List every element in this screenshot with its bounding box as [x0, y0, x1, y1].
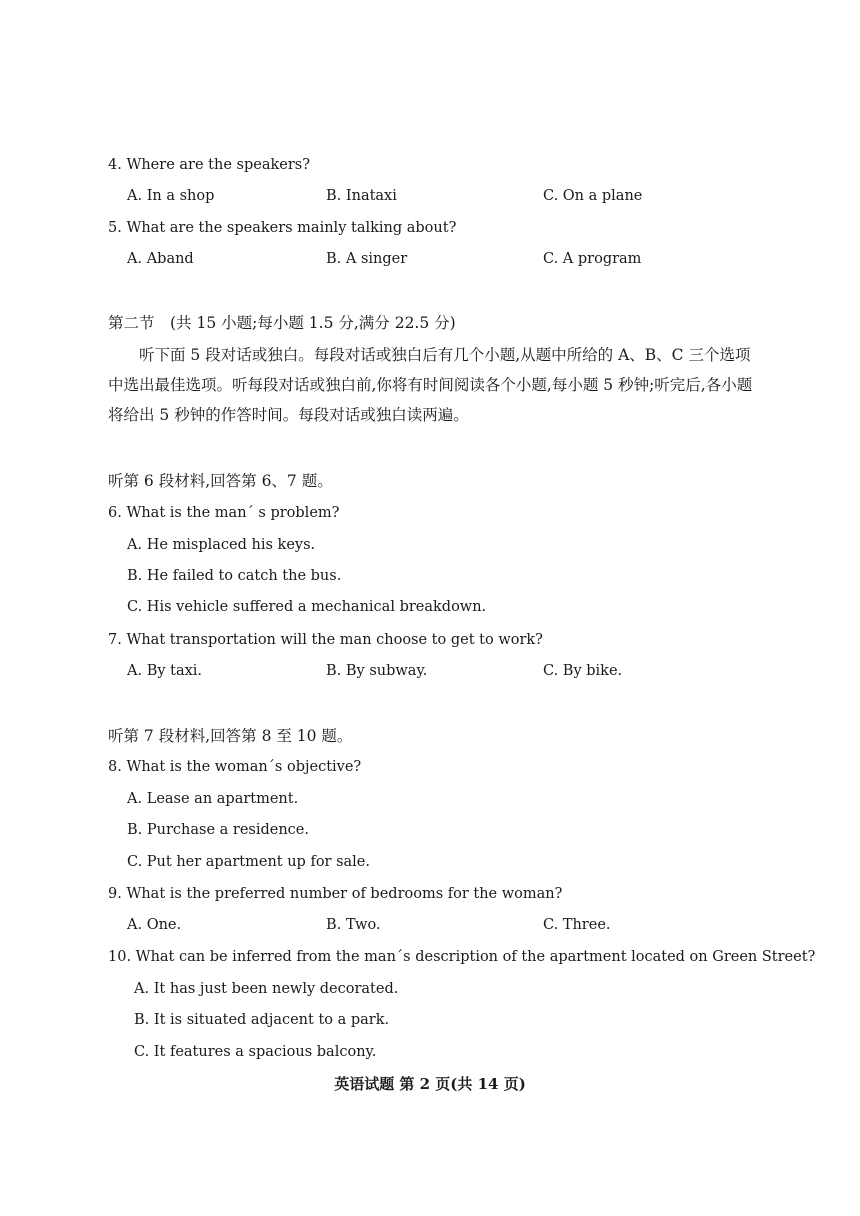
question-10-option-a: A. It has just been newly decorated. [134, 981, 399, 997]
question-5-option-a: A. Aband [127, 251, 194, 267]
question-6-option-a: A. He misplaced his keys. [127, 537, 316, 553]
question-9-option-b: B. Two. [326, 917, 381, 933]
question-7-option-c: C. By bike. [543, 663, 623, 679]
question-10-option-b: B. It is situated adjacent to a park. [134, 1012, 390, 1028]
question-4-option-a: A. In a shop [127, 188, 215, 204]
question-9-option-c: C. Three. [543, 917, 611, 933]
question-10-option-c: C. It features a spacious balcony. [134, 1044, 377, 1060]
question-5-option-b: B. A singer [326, 251, 408, 267]
page-footer: 英语试题 第 2 页(共 14 页) [334, 1075, 526, 1093]
question-8-option-b: B. Purchase a residence. [127, 822, 309, 838]
question-7-stem: 7. What transportation will the man choose to get to work? [108, 632, 543, 648]
section-2-instructions-text: 听下面 5 段对话或独白。每段对话或独白后有几个小题,从题中所给的 A、B、C 三个选项中选出最佳选项。听每段对话或独白前,你将有时间阅读各个小题,每小题 5 秒钟;听完后,各小题将给出 5 秒钟的作答时间。每段对话或独白读两遍。 [108, 346, 753, 424]
question-7-option-b: B. By subway. [326, 663, 428, 679]
question-10-stem: 10. What can be inferred from the man´s description of the apartment located on Green Street? [108, 949, 816, 965]
question-4-option-c: C. On a plane [543, 188, 643, 204]
question-5-option-c: C. A program [543, 251, 642, 267]
question-8-option-a: A. Lease an apartment. [127, 791, 299, 807]
section-2-instructions [108, 340, 753, 430]
question-9-option-a: A. One. [127, 917, 182, 933]
question-8-option-c: C. Put her apartment up for sale. [127, 854, 371, 870]
question-6-option-b: B. He failed to catch the bus. [127, 568, 342, 584]
question-5-stem: 5. What are the speakers mainly talking about? [108, 220, 457, 236]
question-4-option-b: B. Inataxi [326, 188, 397, 204]
material-7-heading: 听第 7 段材料,回答第 8 至 10 题。 [108, 727, 353, 745]
question-9-stem: 9. What is the preferred number of bedrooms for the woman? [108, 886, 563, 902]
material-6-heading: 听第 6 段材料,回答第 6、7 题。 [108, 472, 333, 490]
section-2-heading: 第二节 (共 15 小题;每小题 1.5 分,满分 22.5 分) [108, 314, 456, 332]
question-6-stem: 6. What is the man´ s problem? [108, 505, 340, 521]
question-7-option-a: A. By taxi. [127, 663, 203, 679]
question-4-stem: 4. Where are the speakers? [108, 157, 310, 173]
question-6-option-c: C. His vehicle suffered a mechanical breakdown. [127, 599, 487, 615]
question-8-stem: 8. What is the woman´s objective? [108, 759, 362, 775]
